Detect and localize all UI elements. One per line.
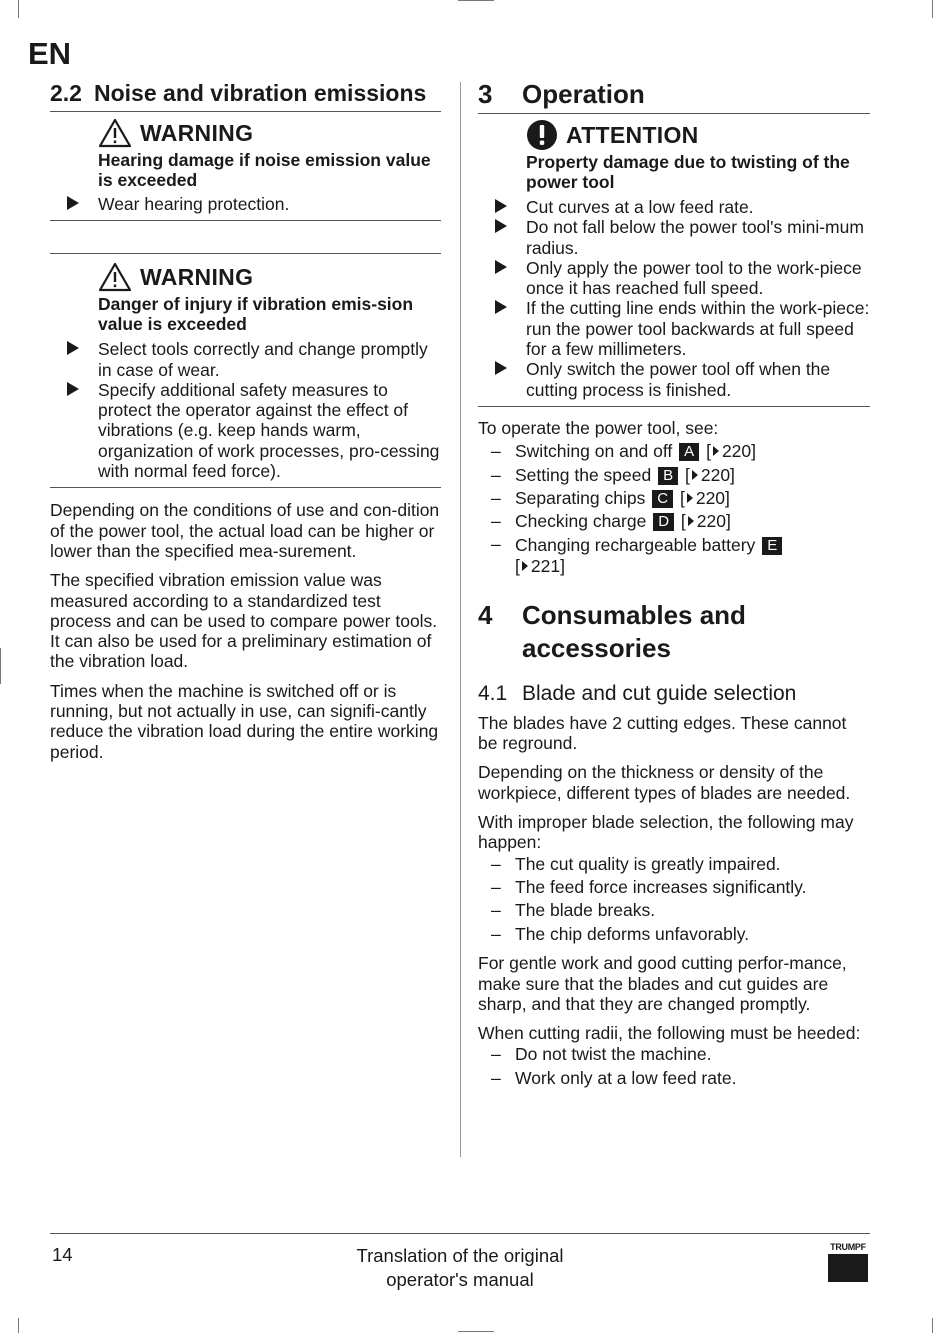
dash-marker: – [491,923,501,944]
item-text: Changing rechargeable battery [515,534,756,555]
dash-marker: – [491,533,501,554]
attention-exclamation-icon [526,119,558,151]
language-code: EN [28,36,72,71]
list-item-text: Do not fall below the power tool's mini-mum radius. [526,217,864,258]
section-title: Operation [522,79,645,109]
page-reference[interactable]: [ 221] [515,555,565,576]
crop-mark [0,648,1,684]
list-item [478,258,870,299]
crop-mark [932,0,933,18]
list-item [50,194,441,214]
list-item [478,1067,870,1090]
figure-tag: C [652,490,673,508]
list-item-text: Do not twist the machine. [515,1044,712,1065]
page-reference[interactable]: [ 220] [684,464,735,485]
list-item-text: Only switch the power tool off when the cutting process is finished. [526,359,831,400]
dash-marker: – [491,877,501,898]
list-item [478,217,870,258]
section-title-line: accessories [522,632,671,663]
hazard-title: Hearing damage if noise emission value is exceeded [98,150,431,190]
item-text: Setting the speed [515,464,652,485]
bullet-arrow-icon [495,219,507,233]
paragraph: With improper blade selection, the following may happen: [478,812,854,853]
list-item-text: Specify additional safety measures to protect the operator against the effect of vibrations (e.g. keep hands warm, organization of work processes, pro-cessing with normal feed force). [98,379,440,482]
list-item-text: The blade breaks. [515,900,656,921]
signal-word: WARNING [140,119,254,146]
page-reference[interactable]: [ 220] [679,488,730,509]
bullet-arrow-icon [67,382,79,396]
logo-block [828,1254,868,1282]
paragraph: Depending on the thickness or density of the workpiece, different types of blades are needed. [478,762,851,803]
dash-marker: – [491,1067,501,1088]
paragraph: When cutting radii, the following must be heeded: [478,1023,861,1044]
section-title: Noise and vibration emissions [94,80,427,106]
warning-triangle-icon [98,262,132,292]
list-item [478,853,870,876]
list-item-text: Cut curves at a low feed rate. [526,197,754,217]
list-item [50,380,441,481]
section-number: 2.2 [50,80,82,106]
bullet-arrow-icon [67,196,79,210]
section-heading-2-2 [50,78,441,112]
list-item [478,899,870,922]
crop-mark [18,1318,19,1333]
paragraph: To operate the power tool, see: [478,417,719,438]
list-item [478,876,870,899]
body-text [50,500,441,762]
dash-marker: – [491,441,501,462]
dash-marker: – [491,853,501,874]
section-heading-3 [478,78,870,114]
play-arrow-icon [688,516,694,526]
signal-word-row [478,118,870,152]
crop-mark [458,0,494,1]
column-divider [460,82,461,1157]
signal-word-row [50,116,441,150]
signal-word: ATTENTION [566,121,699,148]
bullet-arrow-icon [495,199,507,213]
signal-word-row [50,260,441,294]
bullet-arrow-icon [495,361,507,375]
page-reference[interactable]: [ 220] [680,511,731,532]
crop-mark [458,1331,494,1332]
page-number: 14 [52,1244,73,1265]
dash-marker: – [491,1044,501,1065]
signal-word: WARNING [140,263,254,290]
warning-triangle-icon [98,118,132,148]
list-item [478,298,870,359]
figure-tag: E [762,537,782,555]
footer-text [310,1244,610,1291]
list-item-text: If the cutting line ends within the work-piece: run the power tool backwards at full speed for a few millimeters. [526,298,870,360]
list-item-text: The feed force increases significantly. [515,877,807,898]
section-heading-4-1 [478,681,870,707]
section-number: 3 [478,79,493,109]
figure-tag: A [679,443,699,461]
list-item-text: Only apply the power tool to the work-piece once it has reached full speed. [526,257,862,299]
bullet-arrow-icon [495,300,507,314]
section-title: Blade and cut guide selection [522,681,797,705]
list-item-text: Select tools correctly and change promptly in case of wear. [98,339,428,380]
page-number: 221] [530,555,565,576]
dash-marker: – [491,900,501,921]
logo-text: TRUMPF [830,1242,866,1252]
warning-box-vibration [50,253,441,488]
list-item [478,1043,870,1066]
figure-tag: B [658,467,678,485]
play-arrow-icon [687,493,693,503]
page-number: 220] [700,464,735,485]
page-number: 220] [696,511,731,532]
crop-mark [932,1318,933,1333]
dash-marker: – [491,511,501,532]
play-arrow-icon [692,470,698,480]
warning-box-noise [50,112,441,221]
paragraph: The blades have 2 cutting edges. These cannot be reground. [478,712,847,754]
paragraph: For gentle work and good cutting perfor-mance, make sure that the blades and cut guides are sharp, and that they are changed promptly. [478,953,847,1014]
item-text: Switching on and off [515,441,673,462]
hazard-title: Property damage due to twisting of the power tool [526,152,850,192]
play-arrow-icon [522,561,528,571]
attention-box [478,114,870,407]
section-number: 4.1 [478,681,508,705]
list-item [478,197,870,217]
paragraph: Depending on the conditions of use and con-dition of the power tool, the actual load can be higher or lower than the specified mea-surement. [50,500,440,561]
page-footer [50,1233,870,1294]
footer-text-line: Translation of the original [356,1245,564,1266]
left-column [50,78,441,771]
list-item-text: The cut quality is greatly impaired. [515,853,781,874]
section-title [522,599,746,665]
bullet-arrow-icon [67,341,79,355]
bullet-arrow-icon [495,260,507,274]
operate-link-item[interactable] [478,487,870,510]
operate-link-item[interactable] [478,510,870,533]
hazard-title: Danger of injury if vibration emis-sion value is exceeded [98,294,414,335]
section-number: 4 [478,599,493,630]
section-heading-4 [478,599,870,667]
page-reference[interactable]: [ 220] [706,441,756,462]
item-text: Separating chips [515,488,646,509]
paragraph: Times when the machine is switched off or is running, but not actually in use, can signifi-cantly reduce the vibration load during the entire working period. [50,680,439,762]
play-arrow-icon [713,446,719,456]
dash-marker: – [491,488,501,509]
trumpf-logo [828,1242,868,1282]
crop-mark [18,0,19,18]
paragraph: The specified vibration emission value was measured according to a standardized test process and can be used to compare power tools. It can also be used for a preliminary estimation of the vibration load. [50,570,438,672]
page-number: 220] [695,488,730,509]
figure-tag: D [653,513,674,531]
list-item-text: Wear hearing protection. [98,194,290,214]
operate-link-item[interactable] [478,534,870,577]
list-item-text: Work only at a low feed rate. [515,1067,737,1088]
list-item [478,359,870,400]
list-item-text: The chip deforms unfavorably. [515,923,750,944]
list-item [50,339,441,380]
list-item [478,923,870,946]
right-column [478,78,870,1090]
page-number: 220] [721,441,756,462]
section-title-line: Consumables and [522,599,746,630]
operate-link-item[interactable] [478,440,870,463]
operate-link-item[interactable] [478,464,870,487]
footer-text-line: operator's manual [386,1268,534,1290]
item-text: Checking charge [515,511,647,532]
dash-marker: – [491,464,501,485]
